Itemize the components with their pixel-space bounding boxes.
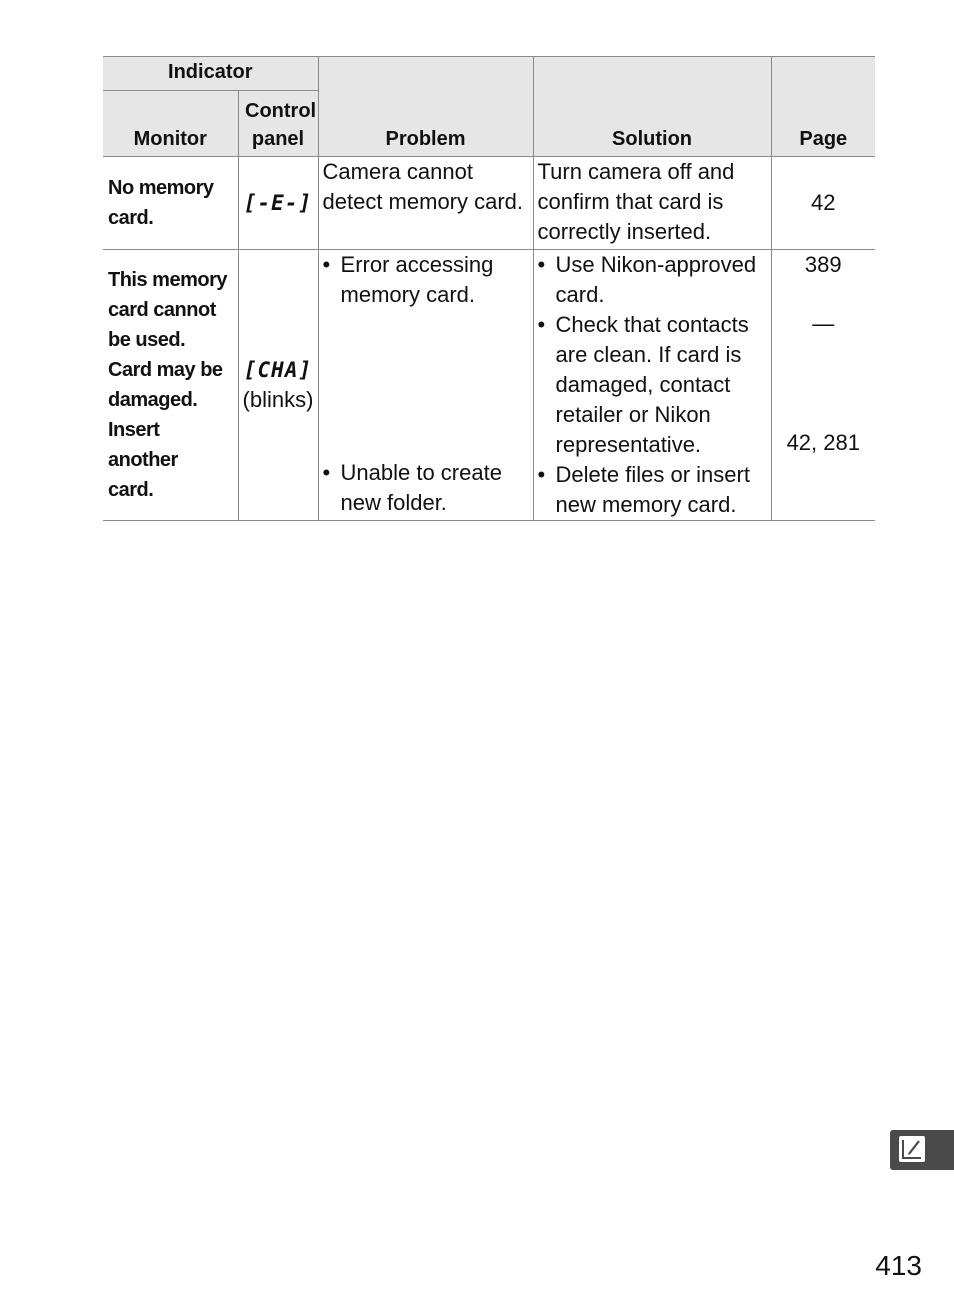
monitor-line: Insert another <box>108 419 178 471</box>
troubleshooting-icon <box>899 1136 925 1162</box>
page-ref: 42, 281 <box>786 430 860 455</box>
lcd-card-error-icon: [CHA] <box>243 358 313 382</box>
solution-cell: Turn camera off and confirm that card is correctly inserted. <box>533 157 771 250</box>
page-reference <box>771 250 875 521</box>
page-ref: 389 <box>804 252 842 277</box>
list-item: • Check that contacts are clean. If card is damaged, contact retailer or Nikon representative. <box>538 310 767 460</box>
list-item: • Use Nikon-approved card. <box>538 250 767 310</box>
control-panel-indicator <box>238 157 318 250</box>
monitor-line: card cannot <box>108 299 216 321</box>
troubleshooting-table-wrapper <box>103 56 875 521</box>
monitor-line: be used. <box>108 329 186 351</box>
monitor-line: Card may be <box>108 359 223 381</box>
solution-text: Check that contacts are clean. If card is damaged, contact retailer or Nikon representative. <box>555 312 749 457</box>
header-control-panel-label: Control panel <box>245 100 317 150</box>
header-problem: Problem <box>318 57 533 157</box>
header-page: Page <box>771 57 875 157</box>
header-solution: Solution <box>533 57 771 157</box>
problem-text: Error accessing memory card. <box>340 252 494 307</box>
list-item: • Error accessing memory card. <box>323 250 529 458</box>
header-monitor: Monitor <box>103 91 238 157</box>
page-number: 413 <box>875 1250 922 1281</box>
header-indicator: Indicator <box>103 57 318 91</box>
table-row <box>103 157 875 250</box>
monitor-line: card. <box>108 479 154 501</box>
header-control-panel <box>238 91 318 157</box>
problem-cell: Camera cannot detect memory card. <box>318 157 533 250</box>
solution-text: Use Nikon-approved card. <box>555 252 757 307</box>
page-ref: — <box>812 311 835 336</box>
blinks-note: (blinks) <box>242 387 314 412</box>
problem-cell <box>318 250 533 521</box>
control-panel-indicator <box>238 250 318 521</box>
solution-cell <box>533 250 771 521</box>
section-tab <box>890 1130 954 1170</box>
table-row <box>103 250 875 521</box>
list-item: • Delete files or insert new memory card. <box>538 460 767 520</box>
monitor-line: damaged. <box>108 389 198 411</box>
problem-text: Unable to create new folder. <box>340 460 502 515</box>
monitor-message: No memory card. <box>103 157 238 250</box>
error-messages-table <box>103 56 875 521</box>
lcd-error-icon: [-E-] <box>243 191 313 215</box>
solution-text: Delete files or insert new memory card. <box>555 462 750 517</box>
page-reference: 42 <box>771 157 875 250</box>
monitor-message <box>103 250 238 521</box>
list-item: • Unable to create new folder. <box>323 458 529 518</box>
monitor-line: This memory <box>108 269 227 291</box>
